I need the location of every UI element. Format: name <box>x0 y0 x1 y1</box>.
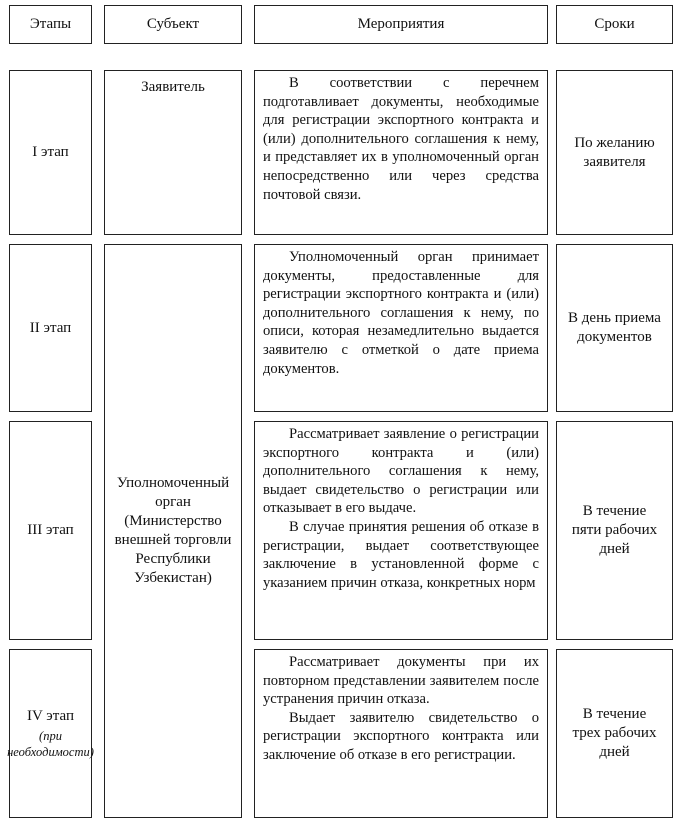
stage-4-cell <box>9 649 92 818</box>
header-stages <box>9 5 92 44</box>
term-2-cell <box>556 244 673 412</box>
measures-3-cell <box>254 421 548 640</box>
header-subject <box>104 5 242 44</box>
stage-1-cell <box>9 70 92 235</box>
term-2-label: В день приема документов <box>568 310 661 345</box>
subject-shared-cell <box>104 244 242 818</box>
header-measures-label: Мероприятия <box>357 16 445 32</box>
stage-3-cell <box>9 421 92 640</box>
term-3-label: В течение пяти рабочих дней <box>571 503 658 557</box>
term-3-cell <box>556 421 673 640</box>
measures-2-cell <box>254 244 548 412</box>
measures-4-paragraph-1: Рассматривает документы при их повторном представлении заявителем после устранения причин отказа. <box>263 654 539 708</box>
stage-4-note: (при необходимости) <box>7 729 94 759</box>
header-terms <box>556 5 673 44</box>
header-subject-label: Субъект <box>146 16 200 32</box>
measures-4-cell <box>254 649 548 818</box>
measures-4-paragraph-2: Выдает заявителю свидетельство о регистрации экспортного контракта или заключение об отказе в его регистрации. <box>263 709 539 763</box>
measures-2-paragraph-1: Уполномоченный орган принимает документы, предоставленные для регистрации экспортного контракта и (или) дополнительного соглашения к нему, по описи, которая незамедлительно выдается заявителю с отметкой о дате приема документов. <box>263 249 539 377</box>
header-stages-label: Этапы <box>29 16 72 32</box>
measures-1-paragraph-1: В соответствии с перечнем подготавливает документы, необходимые для регистрации экспортного контракта и (или) дополнительного соглашения к нему, и представляет их в уполномоченный орган непосредственно или через средства почтовой связи. <box>263 75 539 203</box>
header-terms-label: Сроки <box>594 16 635 32</box>
subject-1-cell <box>104 70 242 235</box>
measures-3-paragraph-2: В случае принятия решения об отказе в регистрации, выдает соответствующее заключение в установленной форме с указанием причин отказа, конкретных норм <box>263 518 539 591</box>
stage-2-label: II этап <box>29 319 72 336</box>
term-4-label: В течение трех рабочих дней <box>572 706 657 760</box>
measures-1-cell <box>254 70 548 235</box>
stage-1-label: I этап <box>32 144 69 160</box>
header-measures <box>254 5 548 44</box>
subject-1-label: Заявитель <box>141 79 205 95</box>
stage-2-cell <box>9 244 92 412</box>
stage-4-label: IV этап <box>27 708 74 724</box>
term-1-cell <box>556 70 673 235</box>
term-1-label: По желанию заявителя <box>574 134 655 170</box>
term-4-cell <box>556 649 673 818</box>
stage-3-label: III этап <box>27 522 74 538</box>
subject-shared-label: Уполномоченный орган (Министерство внешней торговли Республики Узбекистан) <box>114 475 232 586</box>
measures-3-paragraph-1: Рассматривает заявление о регистрации экспортного контракта и (или) дополнительного соглашения к нему, выдает свидетельство о регистрации или отказывает в его выдаче. <box>263 426 539 517</box>
